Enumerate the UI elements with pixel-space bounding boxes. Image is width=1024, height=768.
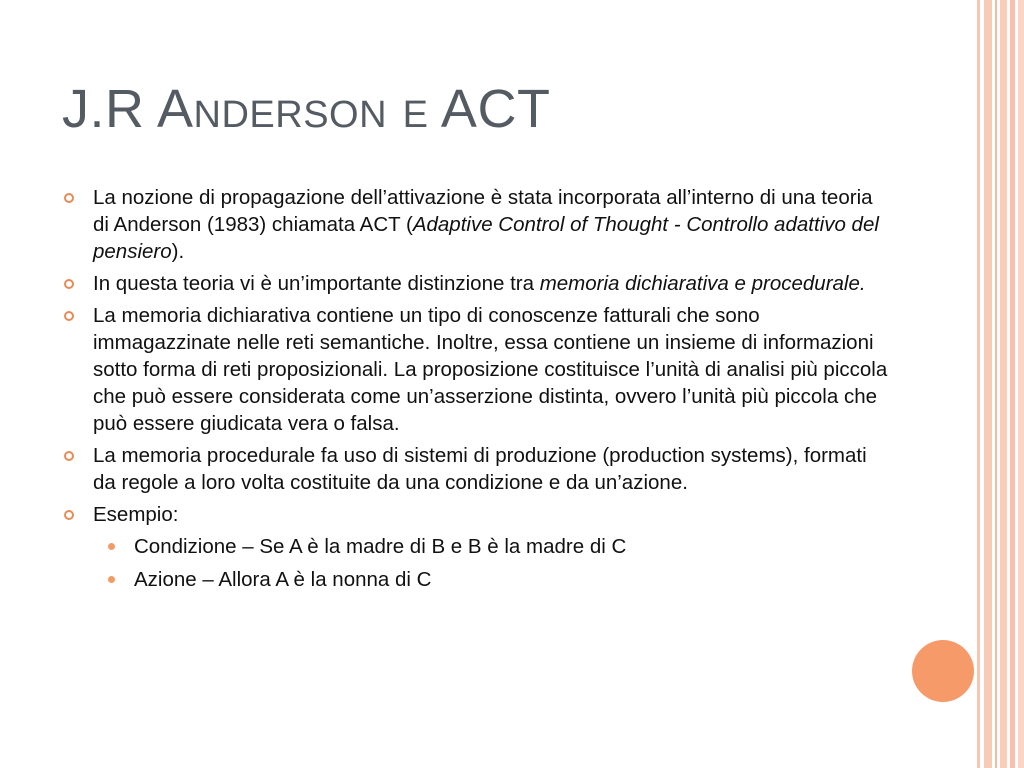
sub-bullet-condition [93,533,892,560]
ring-bullet-icon [64,193,74,203]
ring-bullet-icon [64,279,74,289]
bullet-text: La memoria procedurale fa uso di sistemi di produzione (production systems), formati da regole a loro volta costituite da una condizione e da un’azione. [93,444,867,494]
decorative-stripe [995,0,997,768]
ring-bullet-icon [64,311,74,321]
bullet-text: La nozione di propagazione dell’attivazione è stata incorporata all’interno di una teoria di Anderson (1983) chiamata ACT ( [93,186,873,236]
decorative-stripe [984,0,992,768]
dot-bullet-icon [108,576,115,583]
ring-bullet-icon [64,451,74,461]
slide-body [62,184,892,599]
decorative-stripe [1000,0,1007,768]
dot-bullet-icon [108,543,115,550]
bullet-item-procedural [62,442,892,496]
decorative-stripe [1010,0,1015,768]
accent-circle-icon [912,640,974,702]
bullet-item-distinction [62,270,892,297]
bullet-text: In questa teoria vi è un’importante distinzione tra [93,272,540,295]
bullet-text-italic: memoria dichiarativa e procedurale. [539,272,866,295]
sub-bullet-text: Condizione – Se A è la madre di B e B è la madre di C [134,535,627,558]
decorative-stripe [977,0,980,768]
bullet-list [62,184,892,593]
bullet-item-declarative [62,302,892,437]
sub-bullet-text: Azione – Allora A è la nonna di C [134,568,432,591]
bullet-text: ). [171,240,185,263]
slide-title: J.R Anderson e ACT [62,79,551,139]
bullet-item-act [62,184,892,265]
bullet-item-example [62,501,892,593]
sub-bullet-action [93,566,892,593]
bullet-text: La memoria dichiarativa contiene un tipo di conoscenze fatturali che sono immagazzinate nelle reti semantiche. Inoltre, essa contiene un insieme di informazioni sotto forma di reti proposizionali. La proposizione costituisce l’unità di analisi più piccola che può essere considerata come un’asserzione distinta, ovvero l’unità più piccola che può essere giudicata vera o falsa. [93,304,888,435]
decorative-stripe [1018,0,1024,768]
ring-bullet-icon [64,510,74,520]
sub-bullet-list [93,533,892,593]
bullet-text: Esempio: [93,503,179,526]
bullet-text-italic: Adaptive Control of Thought - Controllo adattivo del pensiero [93,213,879,263]
